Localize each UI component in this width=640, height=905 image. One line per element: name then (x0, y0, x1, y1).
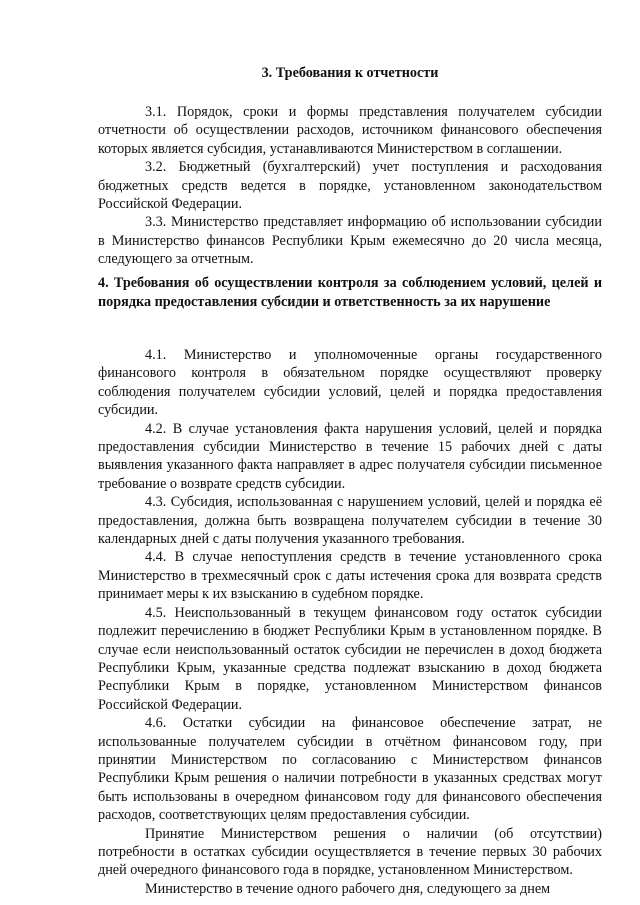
paragraph-4-4: 4.4. В случае непоступления средств в течение установленного срока Министерство в трехмесячный срок с даты истечения срока для возврата средств принимает меры к их взысканию в судебном порядке. (98, 549, 602, 603)
paragraph-4-1: 4.1. Министерство и уполномоченные органы государственного финансового контроля в обязательном порядке осуществляют проверку соблюдения получателем субсидии условий, целей и порядка предоставления субсидии. (98, 347, 602, 419)
paragraph-4-6-decision: Принятие Министерством решения о наличии (об отсутствии) потребности в остатках субсидии осуществляется в течение первых 30 рабочих дней очередного финансового года в порядке, установленном Министерством. (98, 825, 602, 879)
paragraph-4-6-ministry: Министерство в течение одного рабочего дня, следующего за днем (145, 880, 551, 897)
section-4-title: 4. Требования об осуществлении контроля за соблюдением условий, целей и порядка предоставления субсидии и ответственность за их нарушение (98, 275, 602, 310)
paragraph-4-2: 4.2. В случае установления факта нарушения условий, целей и порядка предоставления субсидии Министерство в течение 15 рабочих дней с даты выявления указанного факта направляет в адрес получателя субсидии письменное требование о возврате средств субсидии. (98, 420, 602, 492)
paragraph-3-1: 3.1. Порядок, сроки и формы представления получателем субсидии отчетности об осуществлении расходов, источником финансового обеспечения которых является субсидия, устанавливаются Министерством в соглашении. (98, 104, 602, 157)
paragraph-4-6: 4.6. Остатки субсидии на финансовое обеспечение затрат, не использованные получателем субсидии в отчётном финансовом году, при принятии Министерством по согласованию с Министерством финансов Республики Крым решения о наличии потребности в указанных средствах могут быть использованы в очередном финансовом году для финансового обеспечения расходов, соответствующих целям предоставления субсидии. (98, 715, 602, 824)
section-3-title: 3. Требования к отчетности (261, 65, 439, 81)
paragraph-3-3: 3.3. Министерство представляет информацию об использовании субсидии в Министерство финансов Республики Крым ежемесячно до 20 числа месяца, следующего за отчетным. (98, 214, 602, 268)
paragraph-4-5: 4.5. Неиспользованный в текущем финансовом году остаток субсидии подлежит перечислению в бюджет Республики Крым в установленном порядке. В случае если неиспользованный остаток субсидии не перечислен в доход бюджета Республики Крым, указанные средства подлежат взысканию в доход бюджета Республики Крым в порядке, установленном Министерством финансов Российской Федерации. (98, 604, 602, 713)
section-3-body (98, 103, 602, 269)
section-4-body (98, 346, 602, 898)
paragraph-3-2: 3.2. Бюджетный (бухгалтерский) учет поступления и расходования бюджетных средств ведется в порядке, установленном законодательством Российской Федерации. (98, 159, 602, 213)
paragraph-4-3: 4.3. Субсидия, использованная с нарушением условий, целей и порядка её предоставления, должна быть возвращена получателем субсидии в течение 30 календарных дней с даты получения указанного требования. (98, 494, 602, 548)
